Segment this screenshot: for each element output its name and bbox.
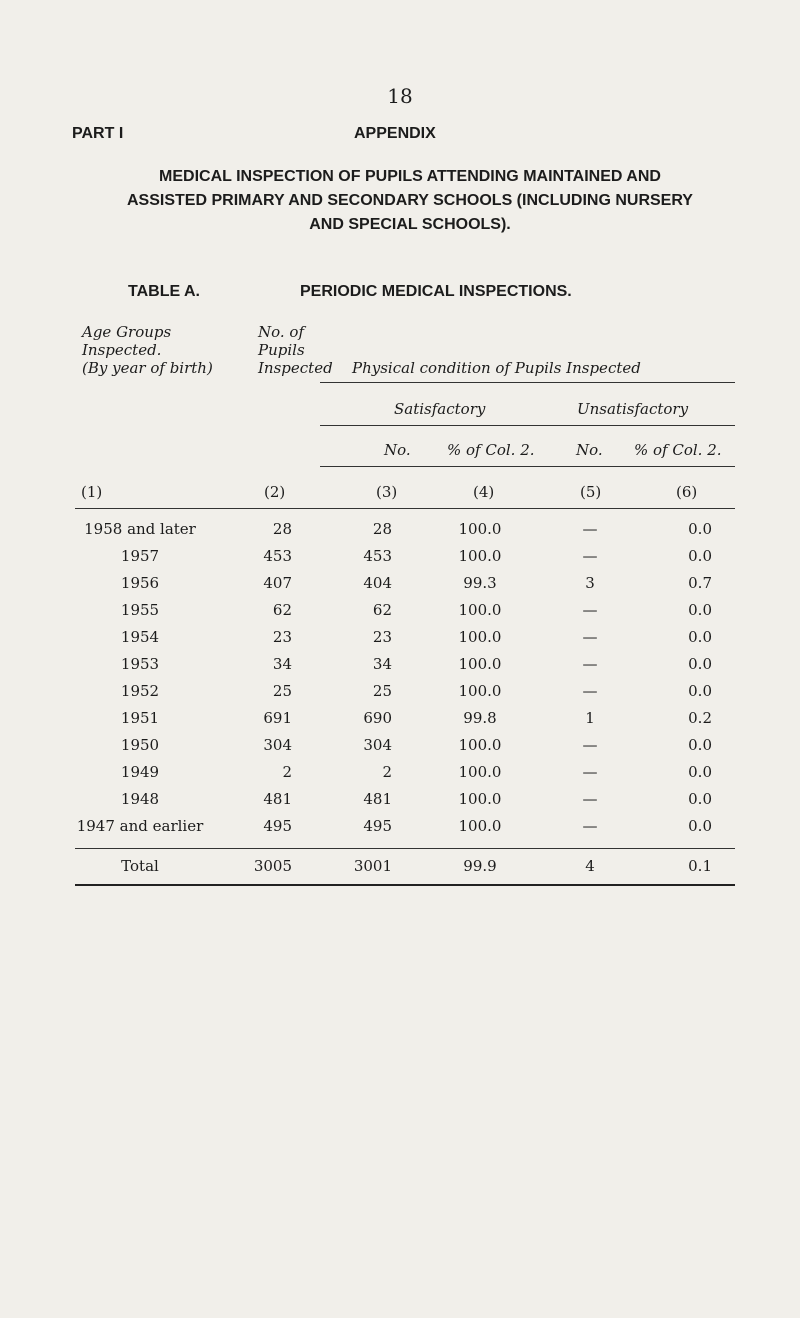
cell-sat-pct: 100.0 xyxy=(458,628,502,646)
header-rule xyxy=(320,466,735,467)
cell-unsat-no: 3 xyxy=(585,574,595,592)
cell-pupils: 23 xyxy=(272,628,292,646)
cell-year: 1953 xyxy=(120,655,160,673)
cell-unsat-pct: 0.0 xyxy=(688,817,712,835)
cell-sat-no: 25 xyxy=(372,682,392,700)
cell-pupils: 495 xyxy=(263,817,292,835)
document-title xyxy=(70,165,750,237)
cell-sat-pct: 100.0 xyxy=(458,736,502,754)
col-number: (1) xyxy=(81,483,103,501)
cell-unsat-pct: 0.2 xyxy=(688,709,712,727)
total-unsat-no: 4 xyxy=(585,857,595,875)
cell-year: 1954 xyxy=(120,628,160,646)
total-top-rule xyxy=(75,848,735,849)
cell-pupils: 691 xyxy=(263,709,292,727)
cell-unsat-pct: 0.0 xyxy=(688,628,712,646)
cell-sat-no: 690 xyxy=(363,709,392,727)
cell-year: 1958 and later xyxy=(84,520,196,538)
cell-sat-no: 2 xyxy=(382,763,392,781)
col-number: (2) xyxy=(264,483,286,501)
cell-year: 1952 xyxy=(120,682,160,700)
cell-sat-no: 481 xyxy=(363,790,392,808)
cell-sat-pct: 100.0 xyxy=(458,763,502,781)
cell-unsat-no: — xyxy=(582,817,598,835)
cell-unsat-pct: 0.0 xyxy=(688,547,712,565)
cell-year: 1948 xyxy=(120,790,160,808)
title-line: AND SPECIAL SCHOOLS). xyxy=(309,216,511,233)
cell-sat-no: 23 xyxy=(372,628,392,646)
cell-pupils: 304 xyxy=(263,736,292,754)
cell-unsat-pct: 0.0 xyxy=(688,601,712,619)
title-line: MEDICAL INSPECTION OF PUPILS ATTENDING MAINTAINED AND xyxy=(159,168,661,185)
unsat-pct-header: % of Col. 2. xyxy=(634,441,722,459)
satisfactory-header: Satisfactory xyxy=(394,400,486,418)
cell-year: 1950 xyxy=(120,736,160,754)
cell-unsat-pct: 0.0 xyxy=(688,682,712,700)
cell-year: 1951 xyxy=(120,709,160,727)
cell-pupils: 407 xyxy=(263,574,292,592)
cell-unsat-pct: 0.0 xyxy=(688,520,712,538)
cell-sat-pct: 100.0 xyxy=(458,790,502,808)
cell-sat-pct: 99.8 xyxy=(463,709,497,727)
table-bottom-rule xyxy=(75,884,735,886)
title-line: ASSISTED PRIMARY AND SECONDARY SCHOOLS (INCLUDING NURSERY xyxy=(127,192,693,209)
unsatisfactory-header: Unsatisfactory xyxy=(577,400,689,418)
cell-unsat-no: — xyxy=(582,655,598,673)
cell-pupils: 62 xyxy=(272,601,292,619)
total-label: Total xyxy=(121,857,159,875)
cell-unsat-no: — xyxy=(582,628,598,646)
sat-no-header: No. xyxy=(384,441,411,459)
sat-pct-header: % of Col. 2. xyxy=(447,441,535,459)
cell-year: 1956 xyxy=(120,574,160,592)
cell-pupils: 28 xyxy=(272,520,292,538)
cell-sat-no: 404 xyxy=(363,574,392,592)
cell-sat-pct: 100.0 xyxy=(458,817,502,835)
total-unsat-pct: 0.1 xyxy=(688,857,712,875)
col-number: (5) xyxy=(580,483,602,501)
col-number: (6) xyxy=(676,483,698,501)
cell-unsat-pct: 0.0 xyxy=(688,736,712,754)
cell-unsat-no: — xyxy=(582,520,598,538)
cell-sat-pct: 99.3 xyxy=(463,574,497,592)
cell-year: 1955 xyxy=(120,601,160,619)
total-pupils: 3005 xyxy=(253,857,292,875)
table-label: TABLE A. xyxy=(128,283,200,300)
header-rule xyxy=(320,382,735,383)
col-number: (4) xyxy=(473,483,495,501)
cell-sat-no: 453 xyxy=(363,547,392,565)
cell-unsat-pct: 0.0 xyxy=(688,655,712,673)
cell-sat-pct: 100.0 xyxy=(458,655,502,673)
appendix-label: APPENDIX xyxy=(354,125,436,142)
cell-sat-pct: 100.0 xyxy=(458,601,502,619)
cell-unsat-no: — xyxy=(582,736,598,754)
physical-condition-header: Physical condition of Pupils Inspected xyxy=(352,359,641,377)
page-number: 18 xyxy=(387,84,413,108)
header-rule xyxy=(320,425,735,426)
cell-sat-no: 62 xyxy=(372,601,392,619)
cell-pupils: 25 xyxy=(272,682,292,700)
cell-sat-no: 304 xyxy=(363,736,392,754)
col-number: (3) xyxy=(376,483,398,501)
cell-unsat-pct: 0.0 xyxy=(688,763,712,781)
cell-unsat-no: — xyxy=(582,682,598,700)
cell-unsat-no: — xyxy=(582,790,598,808)
cell-year: 1949 xyxy=(120,763,160,781)
cell-sat-no: 28 xyxy=(372,520,392,538)
cell-sat-pct: 100.0 xyxy=(458,682,502,700)
age-groups-header: Age Groups Inspected. (By year of birth) xyxy=(82,323,213,377)
cell-sat-no: 34 xyxy=(372,655,392,673)
pupils-header: No. of Pupils Inspected xyxy=(258,323,333,377)
cell-unsat-no: — xyxy=(582,763,598,781)
cell-unsat-no: — xyxy=(582,601,598,619)
total-sat-no: 3001 xyxy=(353,857,392,875)
unsat-no-header: No. xyxy=(576,441,603,459)
table-title: PERIODIC MEDICAL INSPECTIONS. xyxy=(300,283,572,300)
part-label: PART I xyxy=(72,125,124,142)
cell-pupils: 481 xyxy=(263,790,292,808)
table-top-rule xyxy=(75,508,735,509)
cell-pupils: 34 xyxy=(272,655,292,673)
cell-unsat-no: — xyxy=(582,547,598,565)
cell-unsat-no: 1 xyxy=(585,709,595,727)
cell-sat-pct: 100.0 xyxy=(458,547,502,565)
cell-year: 1957 xyxy=(120,547,160,565)
cell-unsat-pct: 0.0 xyxy=(688,790,712,808)
cell-pupils: 2 xyxy=(282,763,292,781)
cell-unsat-pct: 0.7 xyxy=(688,574,712,592)
cell-year: 1947 and earlier xyxy=(76,817,204,835)
total-sat-pct: 99.9 xyxy=(463,857,497,875)
cell-pupils: 453 xyxy=(263,547,292,565)
cell-sat-pct: 100.0 xyxy=(458,520,502,538)
cell-sat-no: 495 xyxy=(363,817,392,835)
